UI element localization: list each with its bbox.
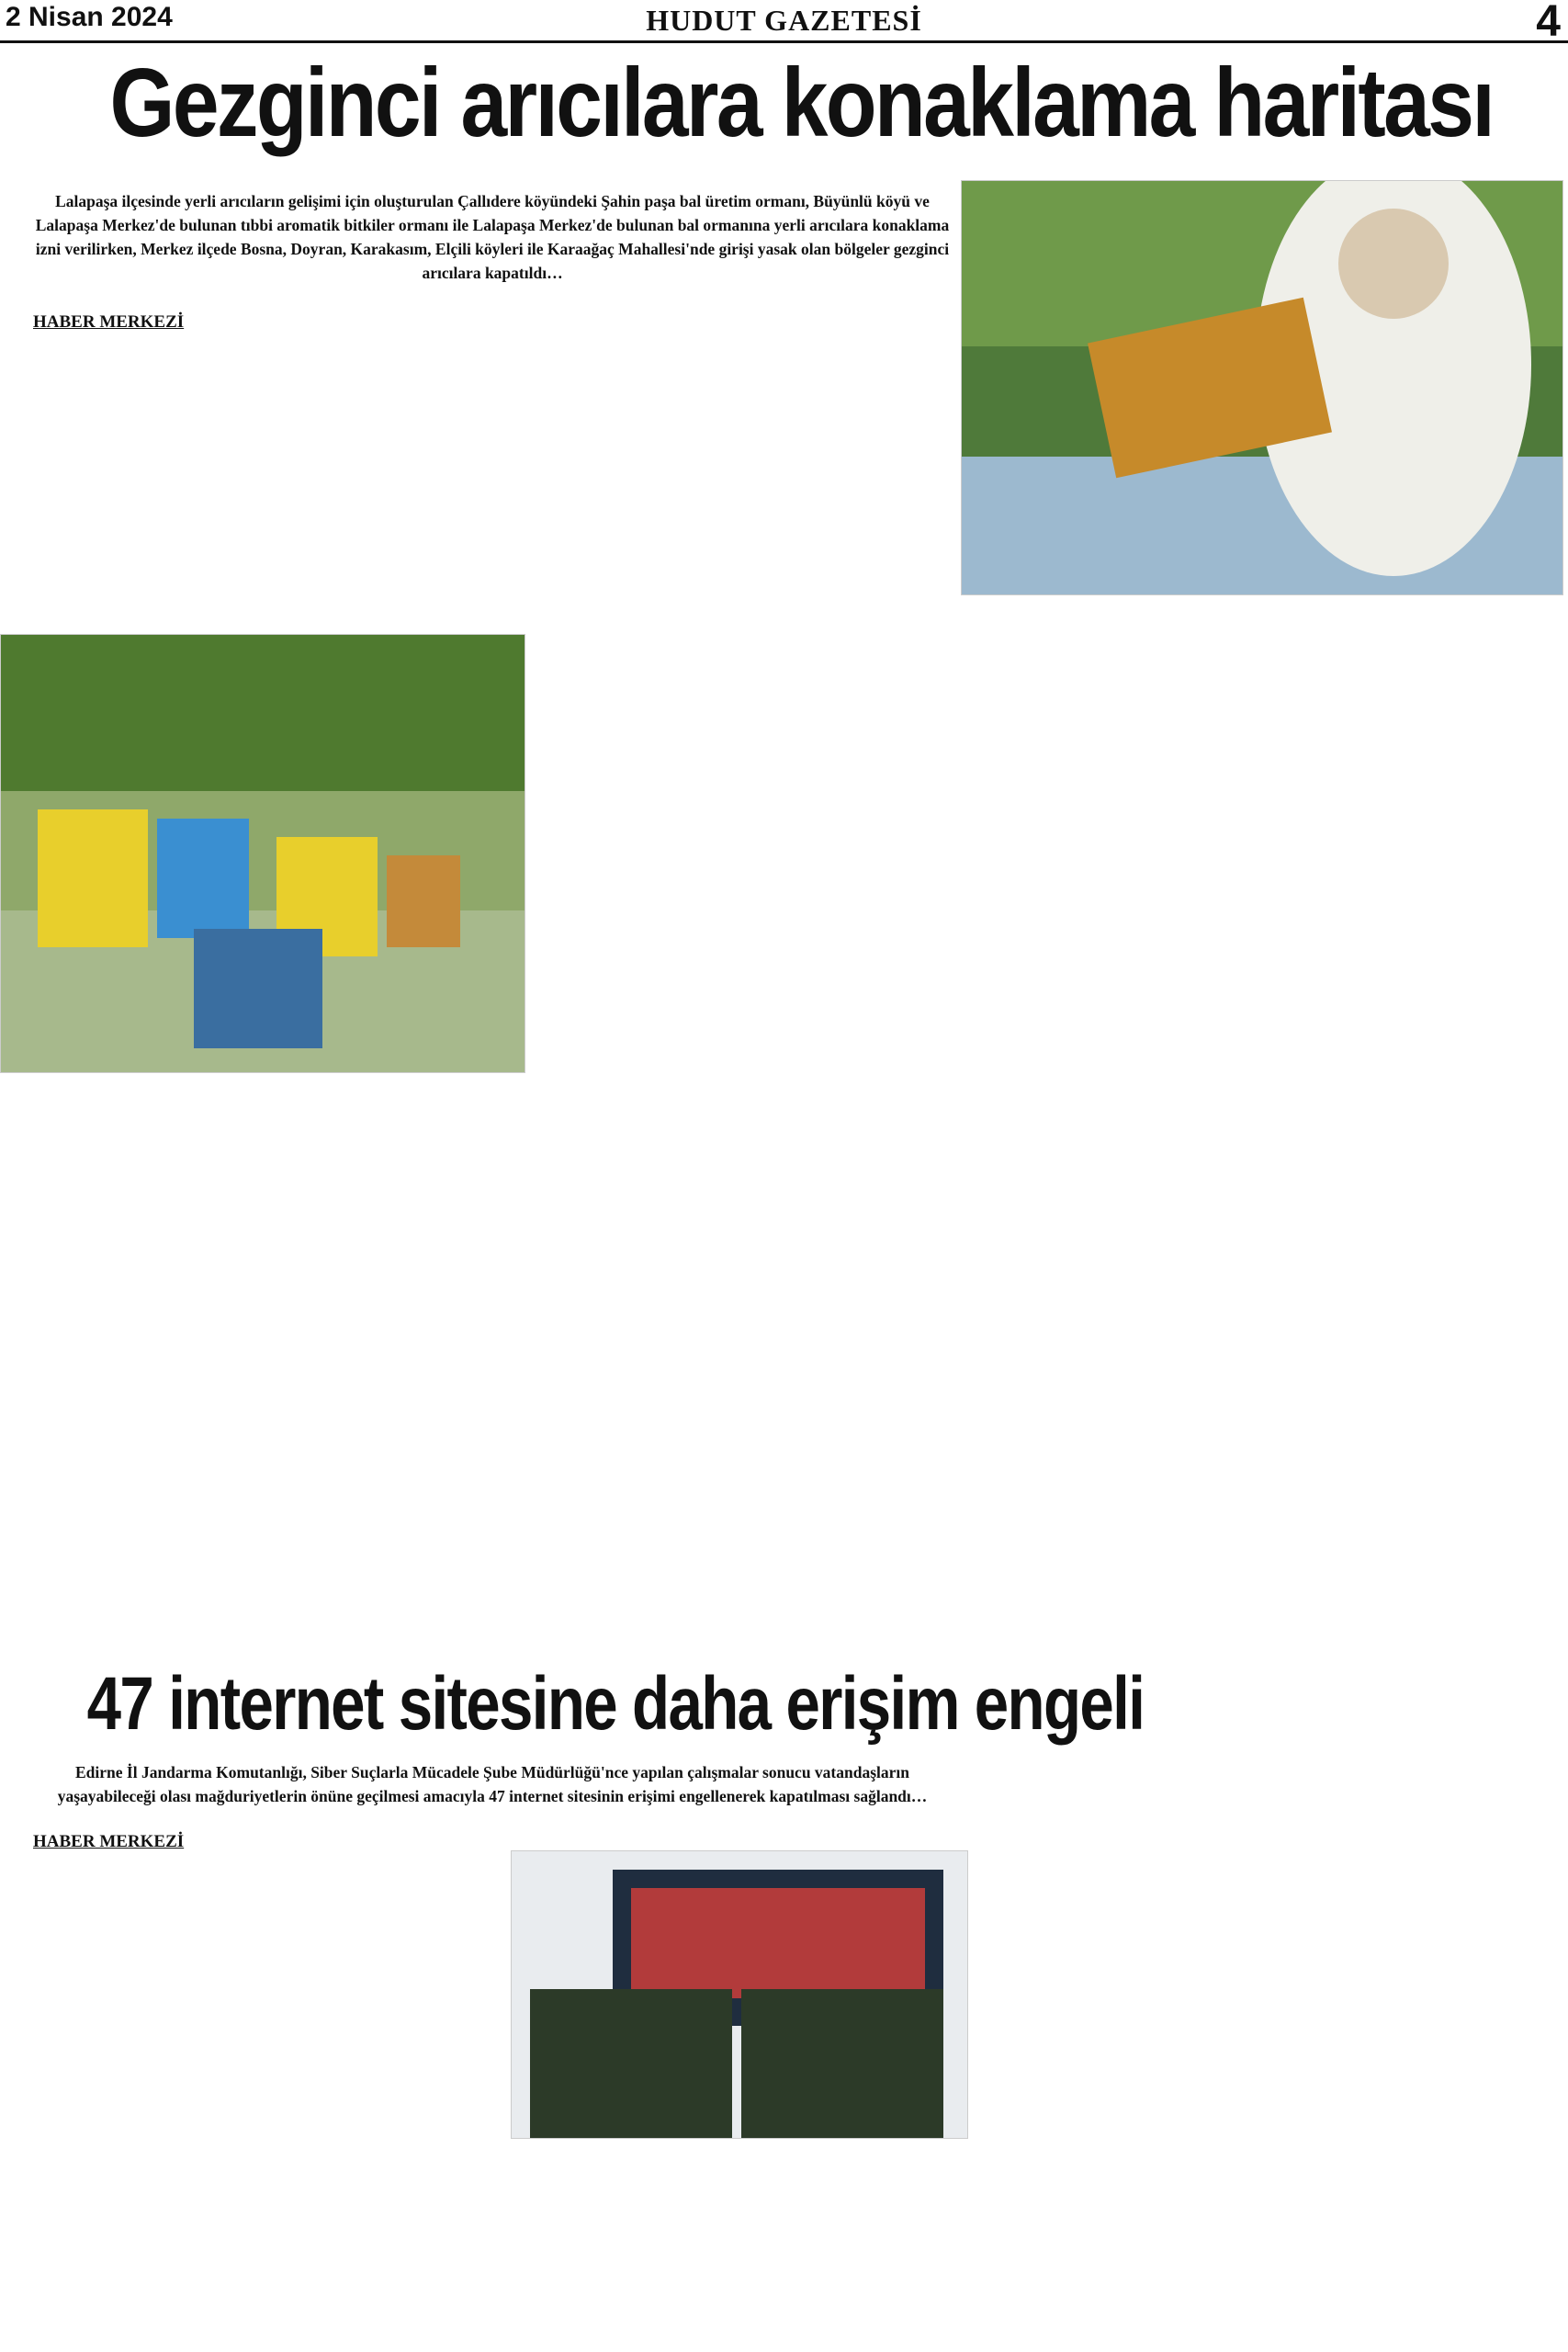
masthead — [0, 0, 1568, 46]
article2-headline: 47 internet sitesine daha erişim engeli — [86, 1662, 1145, 1746]
article2-lead: Edirne İl Jandarma Komutanlığı, Siber Suçlarla Mücadele Şube Müdürlüğü'nce yapılan çalışmalar sonucu vatandaşların yaşayabileceği olası mağduriyetlerin önüne geçilmesi amacıyla 47 internet sitesinin erişimi engellenerek kapatılması sağlandı… — [57, 1763, 928, 1805]
article1-body — [33, 336, 959, 342]
newspaper-name: HUDUT GAZETESİ — [646, 4, 922, 37]
issue-date: 2 Nisan 2024 — [6, 2, 173, 32]
article1-byline: HABER MERKEZİ — [33, 312, 185, 332]
article1-headline: Gezginci arıcılara konaklama haritası — [109, 49, 1494, 157]
article1-lead: Lalapaşa ilçesinde yerli arıcıların gelişimi için oluşturulan Çallıdere köyündeki Şahin paşa bal üretim ormanı, Büyünlü köyü ve Lalapaşa Merkez'de bulunan tıbbi aromatik bitkiler ormanı ile Lalapaşa Merkez'de bulunan bal ormanına yerli arıcılara konaklama izni verilirken, Merkez ilçede Bosna, Doyran, Karakasım, Elçili köyleri ile Karaağaç Mahallesi'nde girişi yasak olan bölgeler gezginci arıcılara kapatıldı… — [35, 192, 950, 282]
article2-byline: HABER MERKEZİ — [33, 1832, 185, 1851]
jandarma-photo — [511, 1850, 968, 2139]
beehives-photo — [0, 634, 525, 1073]
page-number: 4 — [1536, 0, 1561, 46]
beekeeper-photo — [961, 180, 1563, 595]
